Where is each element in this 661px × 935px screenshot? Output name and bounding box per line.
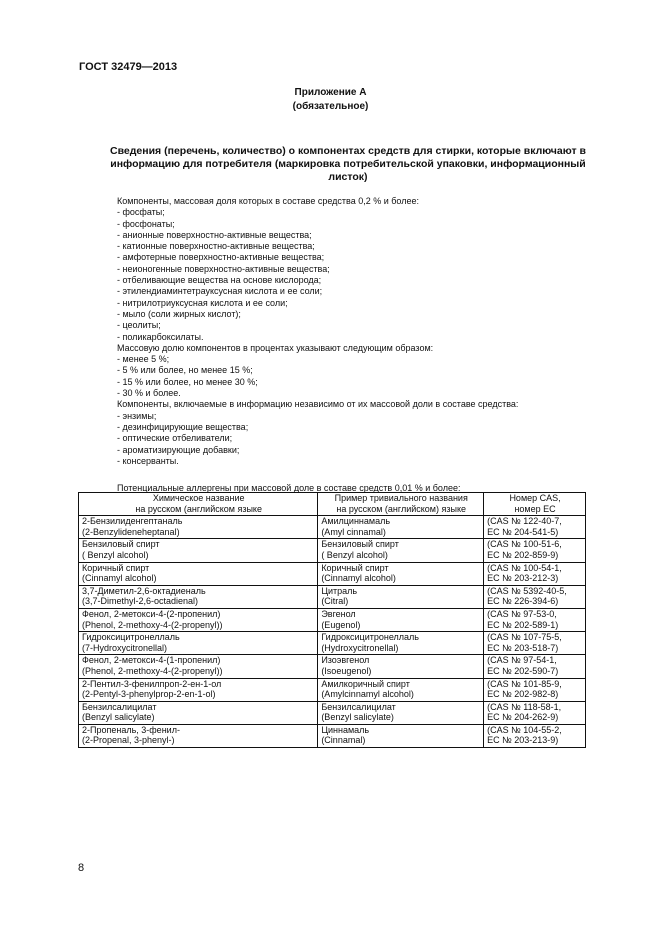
table-body xyxy=(79,516,586,748)
annex-status: (обязательное) xyxy=(292,101,369,112)
table-row xyxy=(79,562,586,585)
cell-line: Амилциннамаль xyxy=(321,516,391,527)
cell-line: Коричный спирт xyxy=(321,562,389,573)
cell-line: (Cinnamal) xyxy=(321,735,366,746)
cell-line: Фенол, 2-метокси-4-(2-пропенил) xyxy=(82,608,221,619)
cell-line: EC № 204-541-5) xyxy=(487,526,559,537)
list-line: - 15 % или более, но менее 30 %; xyxy=(117,376,258,387)
component-list xyxy=(117,196,587,467)
cell-line: EC № 203-212-3) xyxy=(487,573,559,584)
cell-line: (CAS № 118-58-1, xyxy=(487,701,562,712)
cell-chemical-name xyxy=(79,585,318,608)
cell-line: Гидроксицитронеллаль xyxy=(82,632,180,643)
cell-chemical-name xyxy=(79,701,318,724)
cell-line: (Benzyl salicylate) xyxy=(82,712,155,723)
cell-line: (CAS № 100-51-6, xyxy=(487,539,562,550)
cell-chemical-name xyxy=(79,678,318,701)
cell-cas-number xyxy=(484,539,586,562)
cell-line: Коричный спирт xyxy=(82,562,150,573)
list-line: - фосфаты; xyxy=(117,207,165,218)
cell-trivial-name xyxy=(318,608,484,631)
list-line: - 5 % или более, но менее 15 %; xyxy=(117,365,253,376)
cell-line: Цитраль xyxy=(321,585,358,596)
list-line: - дезинфицирующие вещества; xyxy=(117,421,249,432)
cell-line: 2-Бензилиденгептаналь xyxy=(82,516,183,527)
heading-line: информацию для потребителя (маркировка потребительской упаковки, информационный xyxy=(110,158,586,170)
list-line: - консерванты. xyxy=(117,455,179,466)
cell-trivial-name xyxy=(318,585,484,608)
annex-title: Приложение А xyxy=(294,87,367,98)
cell-line: (Phenol, 2-methoxy-4-(2-propenyl)) xyxy=(82,619,223,630)
cell-chemical-name xyxy=(79,655,318,678)
cell-cas-number xyxy=(484,701,586,724)
header-cas-number xyxy=(484,493,586,516)
cell-line: 2-Пентил-3-фенилпроп-2-ен-1-ол xyxy=(82,678,222,689)
cell-line: Циннамаль xyxy=(321,724,370,735)
cell-cas-number xyxy=(484,608,586,631)
list-line: - нитрилотриуксусная кислота и ее соли; xyxy=(117,297,288,308)
list-line: - неионогенные поверхностно-активные вещества; xyxy=(117,263,330,274)
cell-line: EC № 202-589-1) xyxy=(487,619,559,630)
list-line: Компоненты, массовая доля которых в составе средства 0,2 % и более: xyxy=(117,196,419,206)
cell-line: (2-Benzylideneheptanal) xyxy=(82,526,180,537)
cell-line: (CAS № 122-40-7, xyxy=(487,516,562,527)
cell-line: ( Benzyl alcohol) xyxy=(82,549,149,560)
cell-chemical-name xyxy=(79,516,318,539)
cell-line: (CAS № 97-54-1, xyxy=(487,655,557,666)
cell-line: EC № 203-213-9) xyxy=(487,735,559,746)
cell-line: (CAS № 101-85-9, xyxy=(487,678,562,689)
table-row xyxy=(79,701,586,724)
header-line: Химическое название xyxy=(152,493,245,503)
list-line: - 30 % и более. xyxy=(117,388,181,399)
cell-line: Фенол, 2-метокси-4-(1-пропенил) xyxy=(82,655,221,666)
cell-cas-number xyxy=(484,516,586,539)
cell-line: (CAS № 100-54-1, xyxy=(487,562,562,573)
heading-line: Сведения (перечень, количество) о компонентах средств для стирки, которые включают в xyxy=(110,145,586,157)
cell-cas-number xyxy=(484,724,586,747)
list-line: - поликарбоксилаты. xyxy=(117,331,204,342)
list-line: - отбеливающие вещества на основе кислорода; xyxy=(117,275,322,286)
cell-trivial-name xyxy=(318,632,484,655)
table-caption: Потенциальные аллергены при массовой доле в составе средств 0,01 % и более: xyxy=(117,483,461,493)
cell-trivial-name xyxy=(318,655,484,678)
list-line: - оптические отбеливатели; xyxy=(117,433,233,444)
list-line: - фосфонаты; xyxy=(117,218,175,229)
cell-line: ( Benzyl alcohol) xyxy=(321,549,388,560)
section-heading xyxy=(88,145,608,184)
list-line: - энзимы; xyxy=(117,410,157,421)
cell-line: (2-Pentyl-3-phenylprop-2-en-1-ol) xyxy=(82,689,216,700)
cell-line: Бензилсалицилат xyxy=(321,701,396,712)
cell-line: (Amyl cinnamal) xyxy=(321,526,386,537)
cell-line: (Cinnamyl alcohol) xyxy=(82,573,157,584)
cell-cas-number xyxy=(484,562,586,585)
cell-chemical-name xyxy=(79,632,318,655)
cell-cas-number xyxy=(484,678,586,701)
cell-line: Бензиловый спирт xyxy=(82,539,160,550)
cell-line: EC № 202-982-8) xyxy=(487,689,559,700)
header-line: на русском (английском) языке xyxy=(336,503,467,514)
cell-line: Бензиловый спирт xyxy=(321,539,399,550)
cell-line: (2-Propenal, 3-phenyl-) xyxy=(82,735,175,746)
header-trivial-name xyxy=(318,493,484,516)
allergens-table xyxy=(78,492,586,748)
cell-trivial-name xyxy=(318,562,484,585)
cell-trivial-name xyxy=(318,701,484,724)
list-line: Массовую долю компонентов в процентах указывают следующим образом: xyxy=(117,342,434,353)
list-line: - катионные поверхностно-активные вещества; xyxy=(117,241,315,252)
list-line: - амфотерные поверхностно-активные вещества; xyxy=(117,252,325,263)
list-line: - мыло (соли жирных кислот); xyxy=(117,308,241,319)
cell-line: (7-Hydroxycitronellal) xyxy=(82,642,168,653)
cell-chemical-name xyxy=(79,724,318,747)
cell-line: Бензилсалицилат xyxy=(82,701,157,712)
cell-cas-number xyxy=(484,655,586,678)
cell-line: (Isoeugenol) xyxy=(321,665,372,676)
cell-cas-number xyxy=(484,632,586,655)
header-chemical-name xyxy=(79,493,318,516)
header-line: Пример тривиального названия xyxy=(334,493,468,503)
cell-line: (Phenol, 2-methoxy-4-(2-propenyl)) xyxy=(82,665,223,676)
list-line: - ароматизирующие добавки; xyxy=(117,444,240,455)
cell-cas-number xyxy=(484,585,586,608)
list-line: - менее 5 %; xyxy=(117,354,170,365)
header-line: номер ЕС xyxy=(514,503,556,514)
cell-chemical-name xyxy=(79,539,318,562)
cell-line: EC № 202-590-7) xyxy=(487,665,559,676)
cell-trivial-name xyxy=(318,678,484,701)
cell-line: Гидроксицитронеллаль xyxy=(321,632,419,643)
cell-line: EC № 204-262-9) xyxy=(487,712,559,723)
cell-line: Изоэвгенол xyxy=(321,655,370,666)
cell-line: 2-Пропеналь, 3-фенил- xyxy=(82,724,180,735)
document-header: ГОСТ 32479—2013 xyxy=(79,61,178,73)
page-number: 8 xyxy=(78,862,85,874)
table-row xyxy=(79,632,586,655)
cell-line: (Cinnamyl alcohol) xyxy=(321,573,396,584)
table-header-row xyxy=(79,493,586,516)
cell-line: EC № 226-394-6) xyxy=(487,596,559,607)
cell-trivial-name xyxy=(318,516,484,539)
cell-line: (Eugenol) xyxy=(321,619,361,630)
list-line: - цеолиты; xyxy=(117,320,161,331)
table-row xyxy=(79,678,586,701)
cell-line: 3,7-Диметил-2,6-октадиеналь xyxy=(82,585,206,596)
cell-line: (3,7-Dimethyl-2,6-octadienal) xyxy=(82,596,199,607)
cell-line: Амилкоричный спирт xyxy=(321,678,410,689)
table-row xyxy=(79,724,586,747)
cell-trivial-name xyxy=(318,539,484,562)
heading-line: листок) xyxy=(328,171,368,183)
list-line: - анионные поверхностно-активные вещества; xyxy=(117,229,312,240)
cell-trivial-name xyxy=(318,724,484,747)
cell-line: EC № 202-859-9) xyxy=(487,549,559,560)
cell-chemical-name xyxy=(79,608,318,631)
cell-line: (Amylcinnamyl alcohol) xyxy=(321,689,414,700)
table-row xyxy=(79,539,586,562)
table-row xyxy=(79,655,586,678)
cell-line: Эвгенол xyxy=(321,608,356,619)
header-line: Номер CAS, xyxy=(509,493,561,503)
cell-line: (CAS № 5392-40-5, xyxy=(487,585,567,596)
cell-line: (Hydroxycitronellal) xyxy=(321,642,399,653)
table-row xyxy=(79,585,586,608)
cell-chemical-name xyxy=(79,562,318,585)
cell-line: (CAS № 104-55-2, xyxy=(487,724,562,735)
cell-line: (Citral) xyxy=(321,596,349,607)
cell-line: EC № 203-518-7) xyxy=(487,642,559,653)
cell-line: (CAS № 97-53-0, xyxy=(487,608,557,619)
cell-line: (Benzyl salicylate) xyxy=(321,712,394,723)
list-line: - этилендиаминтетрауксусная кислота и ее соли; xyxy=(117,286,323,297)
table-row xyxy=(79,608,586,631)
annex-block xyxy=(0,86,661,114)
table-row xyxy=(79,516,586,539)
header-line: на русском (английском языке xyxy=(135,503,262,514)
cell-line: (CAS № 107-75-5, xyxy=(487,632,562,643)
list-line: Компоненты, включаемые в информацию независимо от их массовой доли в составе средства: xyxy=(117,399,519,410)
